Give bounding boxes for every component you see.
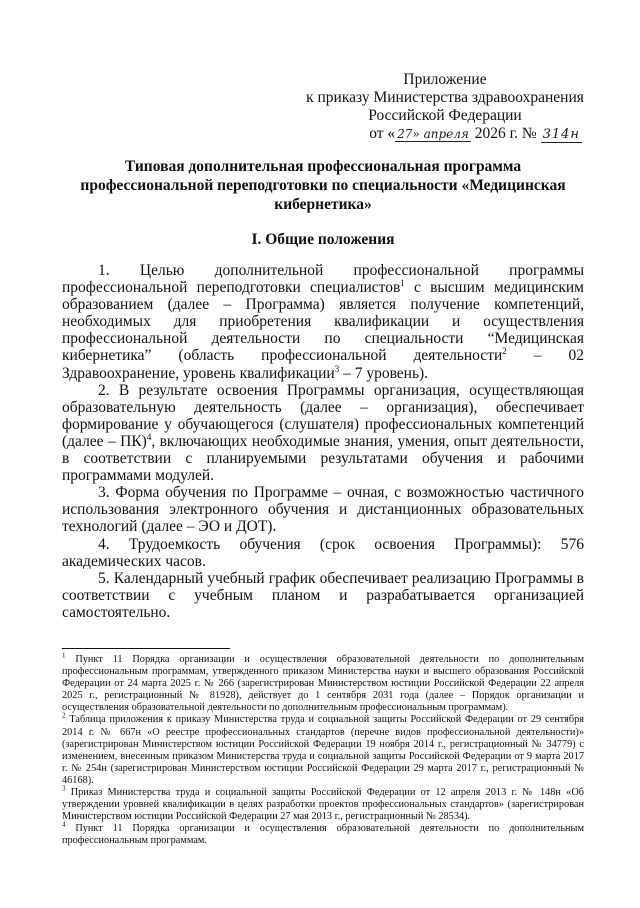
- paragraph-1-part-a: 1. Целью дополнительной профессиональной программы профессиональной переподготовки специалистов: [62, 262, 584, 297]
- paragraph-4: 4. Трудоемкость обучения (срок освоения Программы): 576 академических часов.: [62, 535, 584, 570]
- footnote-4: [62, 820, 584, 847]
- footnote-2: [62, 714, 584, 787]
- date-suffix: 2026 г. №: [470, 125, 541, 142]
- handwritten-order-number: 314н: [542, 127, 580, 142]
- document-title: Типовая дополнительная профессиональная программа профессиональной переподготовки по специальности «Медицинская кибернетика»: [80, 158, 566, 213]
- body-text: [62, 262, 584, 621]
- footnote-ref-3: 3: [334, 363, 340, 374]
- paragraph-2-part-a: 2. В результате освоения Программы организация, осуществляющая образовательную деятельность (далее – организация), обеспечивает формирование у обучающегося (слушателя) профессиональных компетенций (далее – ПК): [62, 381, 584, 450]
- footnote-1-mark: 1: [62, 651, 66, 660]
- paragraph-1-part-b: с высшим медицинским образованием (далее – Программа) является получение компетенций, необходимых для приобретения квалификации и осуществления профессиональной деятельности по специальности “Медицинская кибернетика” (область профессиональной деятельности: [62, 279, 584, 365]
- footnote-ref-4: 4: [146, 431, 152, 442]
- footnote-3-mark: 3: [62, 784, 66, 793]
- appendix-order-ref: к приказу Министерства здравоохранения: [306, 89, 584, 106]
- section-heading: I. Общие положения: [251, 231, 395, 248]
- footnote-4-text: Пункт 11 Порядка организации и осуществления образовательной деятельности по дополнительным профессиональным программам.: [62, 823, 584, 847]
- footnote-1-text: Пункт 11 Порядка организации и осуществления образовательной деятельности по дополнительным профессиональным программам, утвержденного приказом Министерства науки и высшего образования Российской Федерации от 24 марта 2025 г. № 266 (зарегистрирован Министерством юстиции Российской Федерации 22 апреля 2025 г., регистрационный № 81928), действует до 1 сентября 2031 года (далее – Порядок организации и осуществления образовательной деятельности по дополнительным профессиональным программам).: [62, 654, 584, 714]
- paragraph-1-part-d: – 7 уровень).: [339, 364, 429, 382]
- footnote-ref-1: 1: [400, 277, 405, 288]
- footnote-ref-2: 2: [502, 346, 507, 357]
- footnote-2-text: Таблица приложения к приказу Министерства труда и социальной защиты Российской Федерации от 29 сентября 2014 г. № 667н «О реестре профессиональных стандартов (перечне видов профессиональной деятельности)» (зарегистрирован Министерством юстиции Российской Федерации 19 ноября 2014 г., регистрационный № 34779) с изменением, внесенным приказом Министерства труда и социальной защиты Российской Федерации от 9 марта 2017 г. № 254н (зарегистрирован Министерством юстиции Российской Федерации 29 марта 2017 г., регистрационный № 46168).: [62, 714, 584, 786]
- paragraph-5: 5. Календарный учебный график обеспечивает реализацию Программы в соответствии с учебным планом и разрабатывается организацией самостоятельно.: [62, 569, 584, 621]
- paragraph-3: 3. Форма обучения по Программе – очная, с возможностью частичного использования электронного обучения и дистанционных образовательных технологий (далее – ЭО и ДОТ).: [62, 484, 584, 536]
- appendix-country: Российской Федерации: [368, 107, 522, 124]
- footnote-1: [62, 651, 584, 714]
- handwritten-date: 27» апреля: [397, 127, 469, 141]
- appendix-date-line: [300, 125, 590, 144]
- footnote-divider: [62, 648, 230, 649]
- footnote-2-mark: 2: [62, 712, 66, 721]
- footnote-3: [62, 784, 584, 823]
- paragraph-1-part-c: – 02 Здравоохранение, уровень квалификации: [62, 347, 585, 382]
- paragraph-2-part-b: , включающих необходимые знания, умения, опыт деятельности, в соответствии с планируемыми результатами обучения и рабочими программами модулей.: [62, 432, 584, 485]
- footnote-3-text: Приказ Министерства труда и социальной защиты Российской Федерации от 12 апреля 2013 г. № 148н «Об утверждении уровней квалификации в целях разработки проектов профессиональных стандартов» (зарегистрирован Министерством юстиции Российской Федерации 27 мая 2013 г., регистрационный № 28534).: [62, 787, 584, 823]
- footnotes: [62, 651, 584, 848]
- date-prefix: от «: [369, 125, 396, 142]
- paragraph-1: [62, 262, 584, 382]
- paragraph-2: [62, 382, 584, 485]
- appendix-header: [300, 71, 590, 144]
- footnote-4-mark: 4: [62, 820, 66, 829]
- appendix-label: Приложение: [403, 71, 487, 88]
